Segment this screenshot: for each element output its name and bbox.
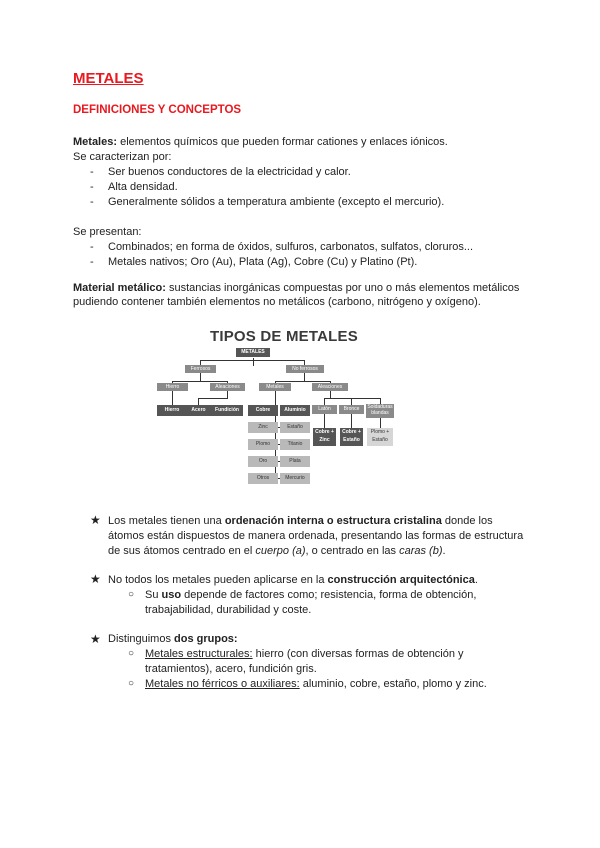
page-title: METALES	[73, 70, 144, 87]
diagram-node-aleaciones-f: Aleaciones	[210, 383, 245, 391]
presentan-intro: Se presentan:	[73, 226, 142, 238]
diagram-node-ferrosos: Ferrosos	[185, 365, 216, 373]
star-paragraph-1: Los metales tienen una ordenación interna o estructura cristalina donde los átomos están dispuestos de manera ordenada, presentando las formas de estructura de sus átomos centrado en el cuerpo (a), o centrado en las caras (b).	[108, 515, 524, 557]
caracterizan-intro: Se caracterizan por:	[73, 151, 172, 163]
star2-sub-item: Su uso depende de factores como; resistencia, forma de obtención, trabajabilidad, durabilidad y coste.	[145, 589, 477, 616]
diagram-node-plata: Plata	[280, 456, 310, 467]
diagram-node-cobre: Cobre	[248, 405, 278, 416]
circle-bullet-icon: ○	[128, 648, 135, 659]
star-bullet-icon: ★	[90, 513, 101, 527]
diagram-node-aluminio: Aluminio	[280, 405, 310, 416]
diagram-node-oro: Oro	[248, 456, 278, 467]
diagram-node-otros: Otros	[248, 473, 278, 484]
diagram-node-plomo: Plomo	[248, 439, 278, 450]
diagram-node-acero: Acero	[184, 405, 213, 416]
diagram-node-titanio: Titanio	[280, 439, 310, 450]
star-bullet-icon: ★	[90, 632, 101, 646]
group-item-estructurales: Metales estructurales: hierro (con diversas formas de obtención y tratamientos), acero, fundición gris.	[145, 648, 464, 675]
diagram-node-metales-nf: Metales	[259, 383, 291, 391]
diagram-node-estano: Estaño	[280, 422, 310, 433]
metales-definition: Metales: elementos químicos que pueden formar cationes y enlaces iónicos.	[73, 136, 448, 148]
diagram-title: TIPOS DE METALES	[210, 328, 358, 345]
diagram-node-cobre-estano: Cobre + Estaño	[340, 428, 363, 446]
diagram-node-no-ferrosos: No ferrosos	[286, 365, 324, 373]
diagram-node-zinc: Zinc	[248, 422, 278, 433]
material-metalico-definition: Material metálico: sustancias inorgánicas compuestas por uno o más elementos metálicos	[73, 282, 520, 294]
star-paragraph-2: No todos los metales pueden aplicarse en la construcción arquitectónica.	[108, 574, 478, 586]
diagram-node-metales: METALES	[236, 348, 270, 357]
diagram-node-laton: Latón	[312, 405, 337, 414]
diagram-node-aleaciones-nf: Aleaciones	[312, 383, 348, 391]
star-bullet-icon: ★	[90, 572, 101, 586]
diagram-node-bronce: Bronce	[339, 405, 364, 414]
circle-bullet-icon: ○	[128, 589, 135, 600]
diagram-node-plomo-estano: Plomo + Estaño	[367, 428, 393, 446]
diagram-node-cobre-zinc: Cobre + Zinc	[313, 428, 336, 446]
section-heading: DEFINICIONES Y CONCEPTOS	[73, 104, 242, 116]
diagram-node-hierro: Hierro	[157, 405, 187, 416]
diagram-node-mercurio: Mercurio	[280, 473, 310, 484]
star-paragraph-3: Distinguimos dos grupos:	[108, 633, 238, 645]
diagram-node-hierro-grupo: Hierro	[157, 383, 188, 391]
circle-bullet-icon: ○	[128, 678, 135, 689]
group-item-no-ferricos: Metales no férricos o auxiliares: aluminio, cobre, estaño, plomo y zinc.	[145, 678, 487, 690]
diagram-node-soldaduras: Soldaduras blandas	[367, 404, 393, 416]
material-metalico-line2: pudiendo contener también elementos no metálicos (carbono, nitrógeno y oxígeno).	[73, 296, 481, 308]
diagram-node-fundicion: Fundición	[211, 405, 243, 416]
